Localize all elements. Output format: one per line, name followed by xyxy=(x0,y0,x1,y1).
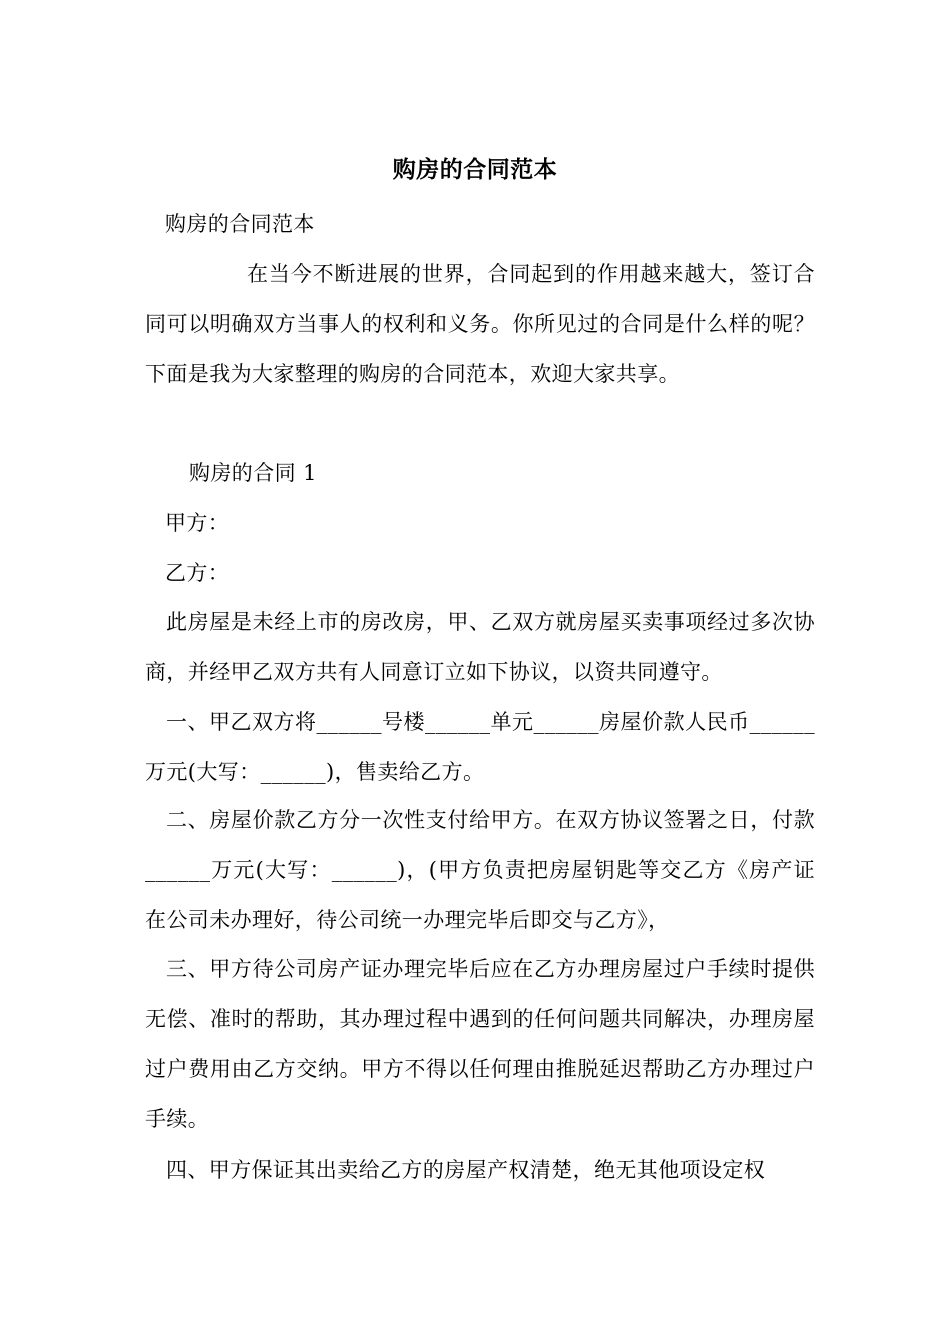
clause-3: 三、甲方待公司房产证办理完毕后应在乙方办理房屋过户手续时提供无偿、准时的帮助，其办理过程中遇到的任何问题共同解决，办理房屋过户费用由乙方交纳。甲方不得以任何理由推脱延迟帮助乙方办理过户手续。 xyxy=(145,957,815,1131)
document-subtitle: 购房的合同范本 xyxy=(165,212,315,236)
party-a-label: 甲方： xyxy=(165,511,230,535)
party-b-label: 乙方： xyxy=(165,561,230,585)
clause-2: 二、房屋价款乙方分一次性支付给甲方。在双方协议签署之日，付款______万元(大写：______)，(甲方负责把房屋钥匙等交乙方《房产证在公司未办理好，待公司统一办理完毕后即交与乙方》， xyxy=(145,808,815,932)
contract-heading: 购房的合同 1 xyxy=(189,461,317,485)
clause-4: 四、甲方保证其出卖给乙方的房屋产权清楚，绝无其他项设定权 xyxy=(166,1158,766,1182)
preamble-paragraph: 此房屋是未经上市的房改房，甲、乙双方就房屋买卖事项经过多次协商，并经甲乙双方共有人同意订立如下协议，以资共同遵守。 xyxy=(145,610,815,684)
document-title: 购房的合同范本 xyxy=(392,156,558,183)
clause-1: 一、甲乙双方将______号楼______单元______房屋价款人民币______万元(大写：______)，售卖给乙方。 xyxy=(145,710,815,784)
intro-paragraph: 在当今不断进展的世界，合同起到的作用越来越大，签订合同可以明确双方当事人的权利和义务。你所见过的合同是什么样的呢？下面是我为大家整理的购房的合同范本，欢迎大家共享。 xyxy=(145,262,815,386)
